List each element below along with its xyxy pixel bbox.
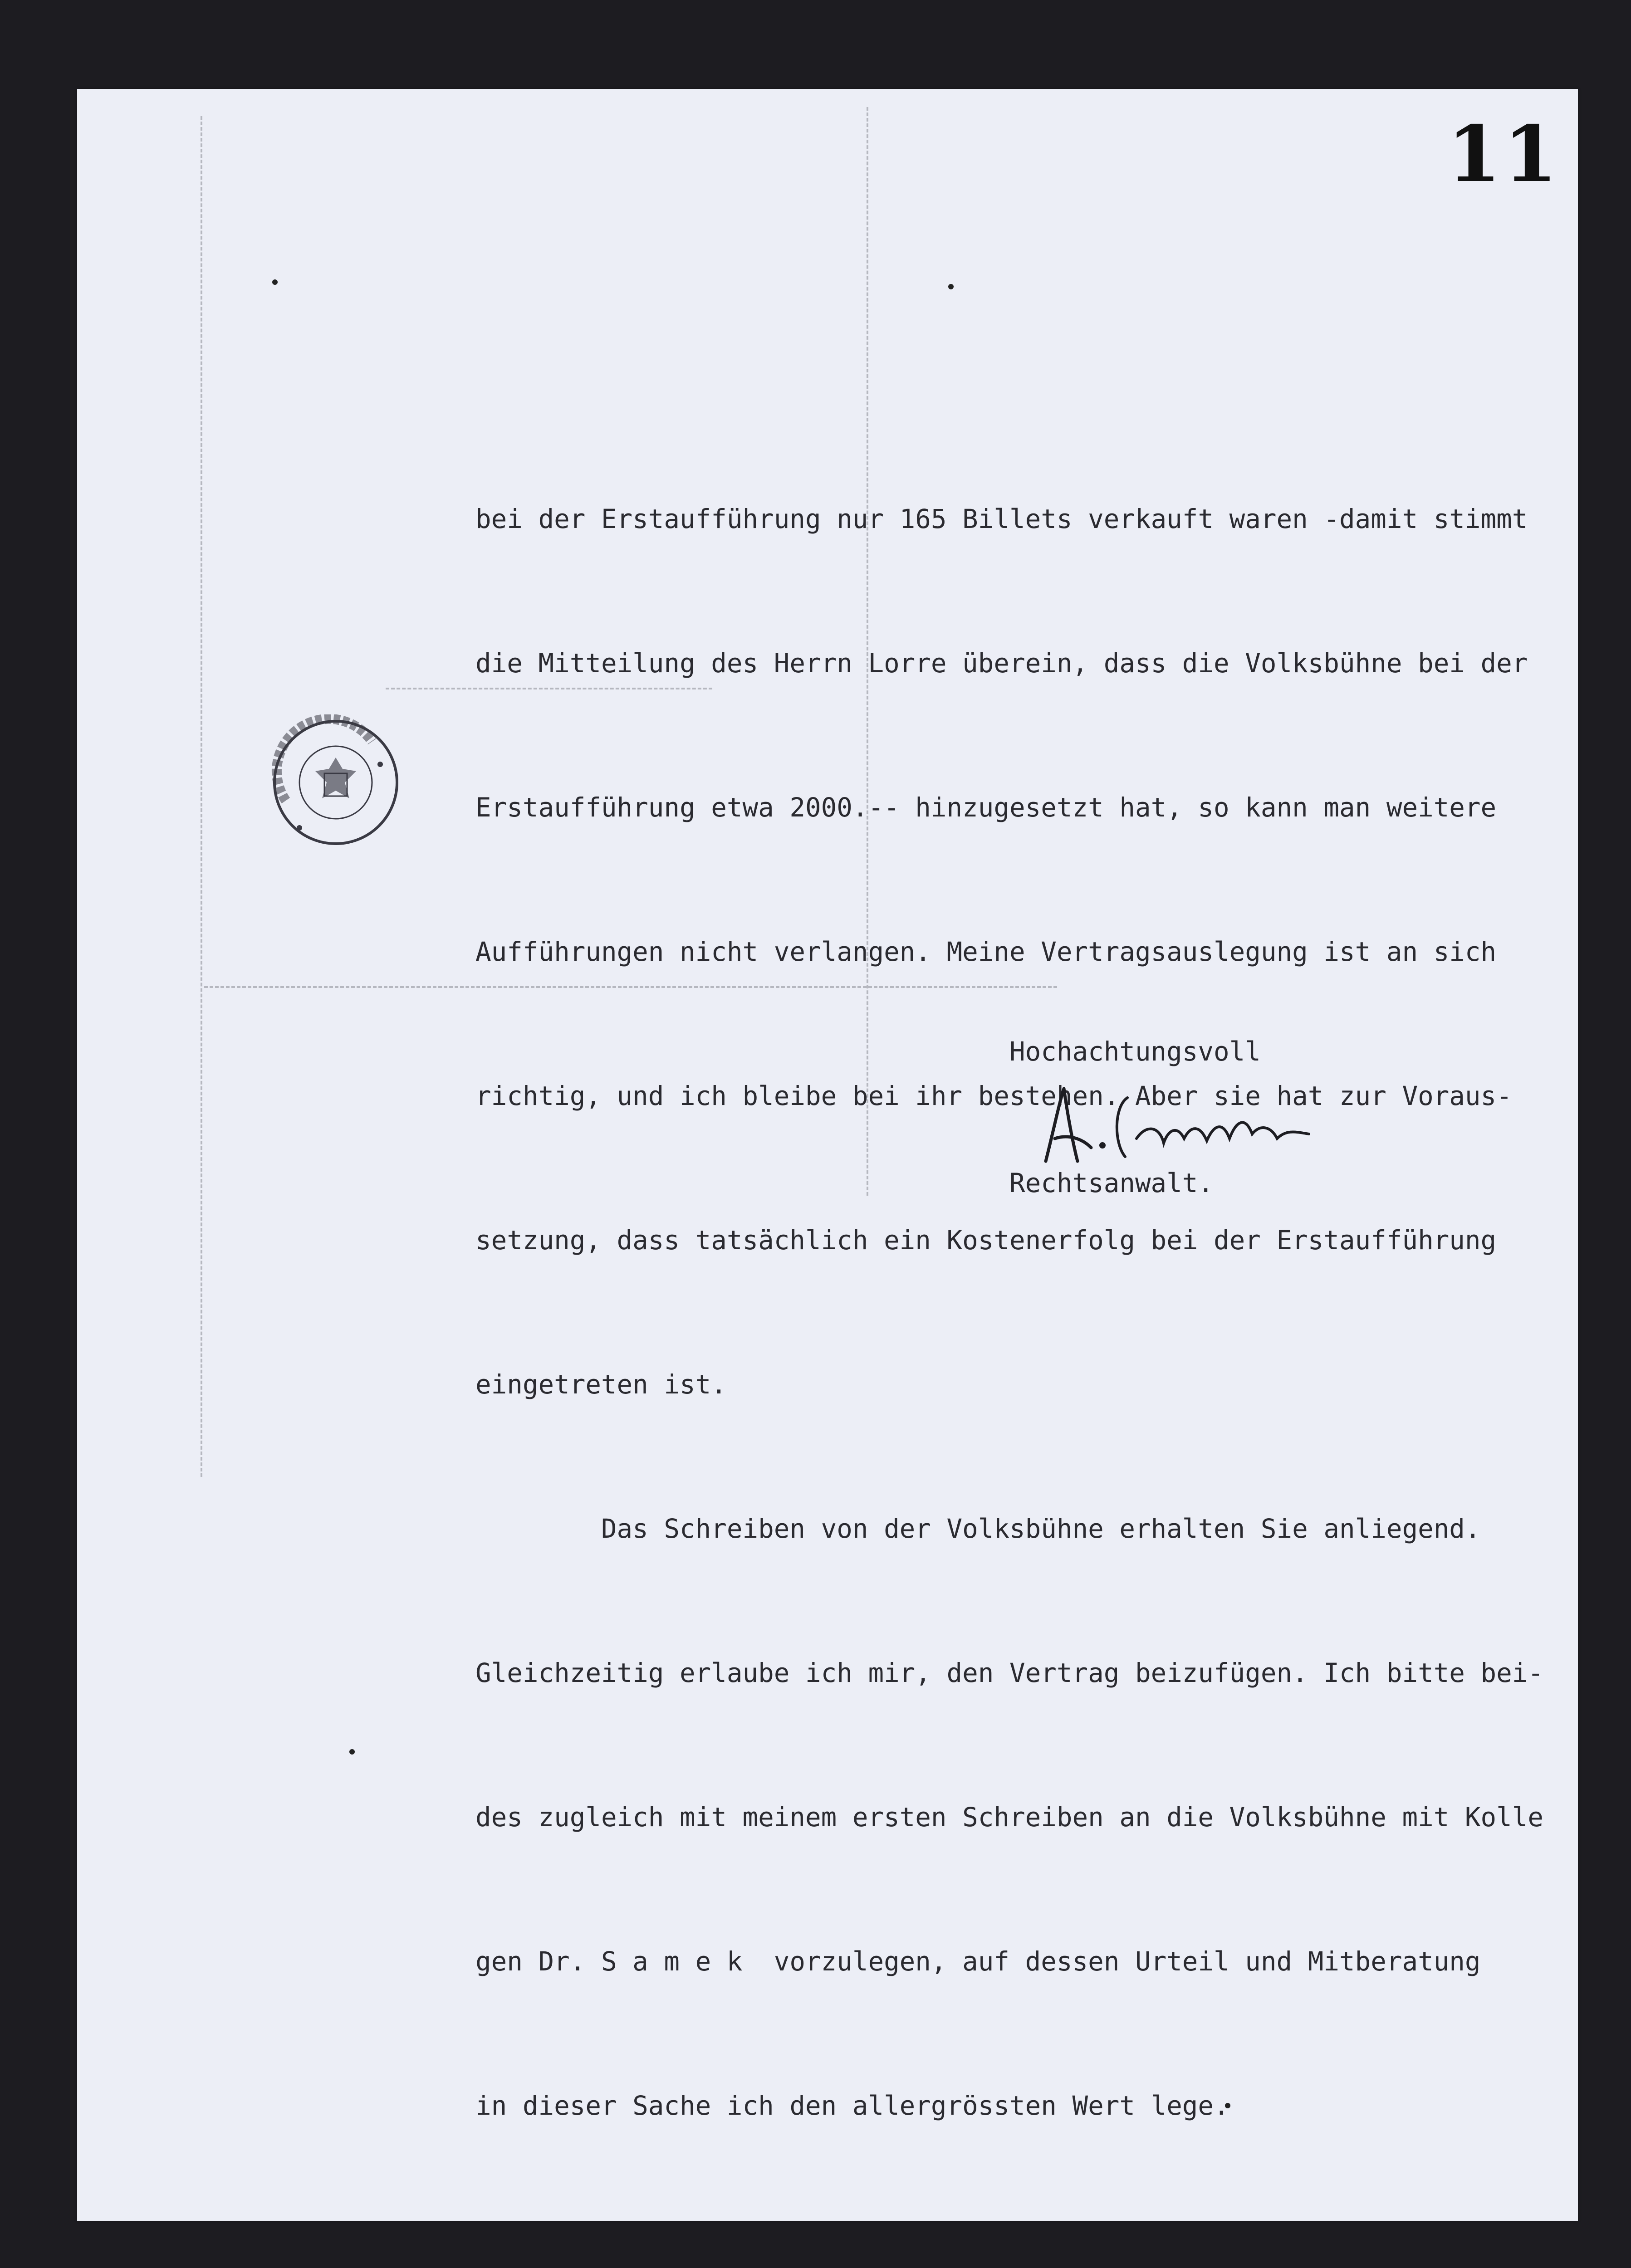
crease-left [201,116,202,1477]
body-line: des zugleich mit meinem ersten Schreiben an die Volksbühne mit Kolle [475,1802,1544,1833]
body-line: setzung, dass tatsächlich ein Kostenerfolg bei der Erstaufführung [475,1225,1497,1256]
ink-speck [349,1749,355,1755]
body-line: richtig, und ich bleibe bei ihr bestehen. Aber sie hat zur Voraus- [475,1081,1512,1111]
ink-speck [948,284,954,289]
body-line: bei der Erstaufführung nur 165 Billets verkauft waren -damit stimmt [475,504,1528,534]
body-line: die Mitteilung des Herrn Lorre überein, dass die Volksbühne bei der [475,648,1528,679]
ink-speck [272,279,278,285]
body-line: Erstaufführung etwa 2000.-- hinzugesetzt hat, so kann man weitere [475,792,1497,823]
closing-salutation: Hochachtungsvoll [1009,1036,1261,1067]
body-line: eingetreten ist. [475,1369,727,1400]
body-line: in dieser Sache ich den allergrössten Wert lege. [475,2091,1229,2121]
body-line: Aufführungen nicht verlangen. Meine Vertragsauslegung ist an sich [475,937,1497,967]
body-line: gen Dr. S a m e k vorzulegen, auf dessen Urteil und Mitberatung [475,1946,1481,1977]
body-line: Gleichzeitig erlaube ich mir, den Vertrag beizufügen. Ich bitte bei- [475,1658,1544,1688]
letter-body [475,399,1564,2178]
library-stamp [268,714,404,850]
folio-number: 11 [1447,109,1560,200]
signature-image [1028,1070,1318,1179]
signatory-title: Rechtsanwalt. [1009,1168,1214,1198]
body-line: Das Schreiben von der Volksbühne erhalten Sie anliegend. [475,1514,1481,1544]
